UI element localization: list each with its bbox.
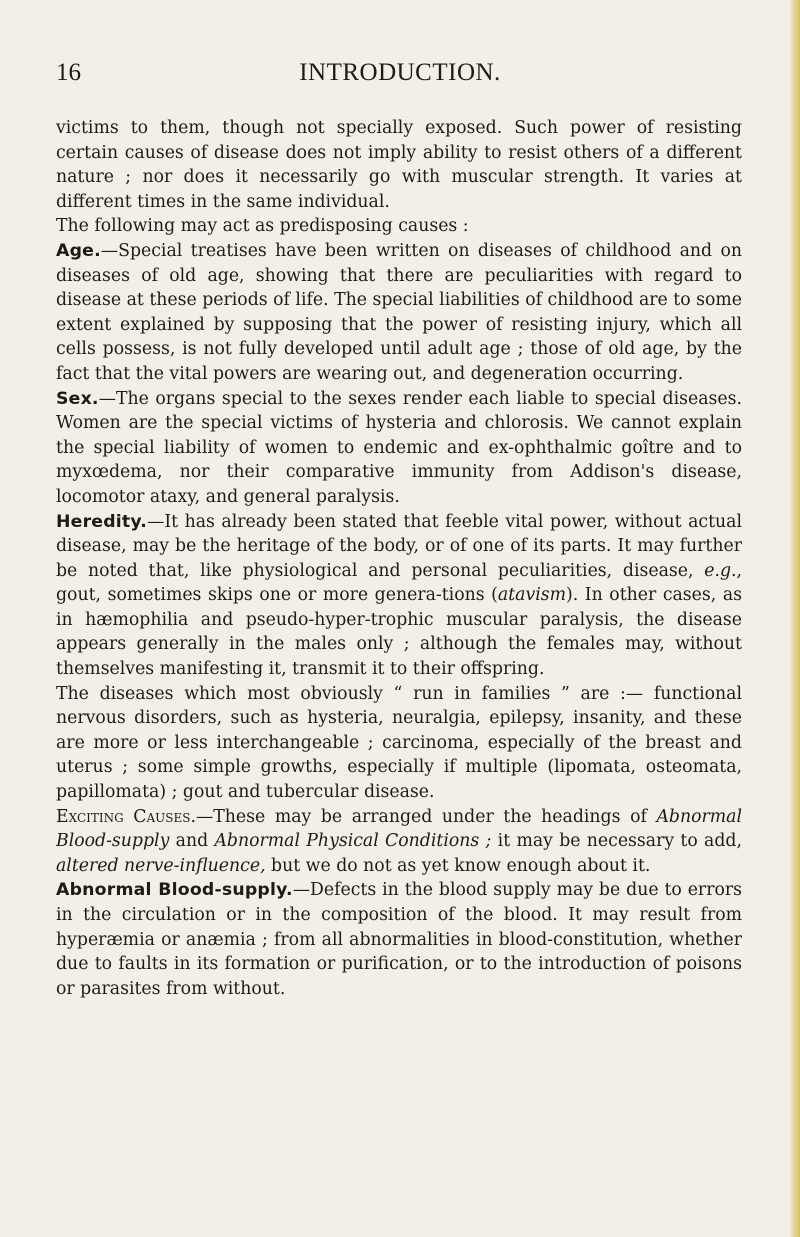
paragraph-age: Age.—Special treatises have been written on diseases of childhood and on diseases of old age, showing that there are peculiarities with regard to disease at these periods of life. The special liabilities of childhood are to some extent explained by supposing that the power of resisting injury, which all cells possess, is not fully developed until adult age ; those of old age, by the fact that the vital powers are wearing out, and degeneration occurring.: [56, 240, 742, 384]
paragraph-families: The diseases which most obviously “ run in families ” are :— functional nervous disorders, such as hysteria, neuralgia, epilepsy, insanity, and these are more or less interchangeable ; carcinoma, especially of the breast and uterus ; some simple growths, especially if multiple (lipomata, osteomata, papillomata) ; gout and tubercular disease.: [56, 683, 742, 803]
paragraph-continuation: victims to them, though not specially exposed. Such power of resisting certain causes of disease does not imply ability to resist others of a different nature ; nor does it necessarily go with muscular strength. It varies at different times in the same individual.: [56, 118, 742, 212]
heading-blood-supply: Abnormal Blood-supply.: [56, 880, 293, 901]
paragraph-predisposing-intro: The following may act as predisposing causes :: [56, 216, 469, 237]
heading-age: Age.: [56, 240, 101, 261]
running-head: INTRODUCTION.: [299, 59, 501, 86]
page-edge: [790, 0, 800, 1237]
page-header: [0, 56, 800, 90]
paragraph-exciting-causes: Exciting Causes.—These may be arranged under the headings of Abnormal Blood-supply and Abnormal Physical Conditions ; it may be necessary to add, altered nerve-influence, but we do not as yet know enough about it.: [56, 806, 743, 876]
paragraph-sex: Sex.—The organs special to the sexes render each liable to special diseases. Women are the special victims of hysteria and chlorosis. We cannot explain the special liability of women to endemic and ex-ophthalmic goître and to myxœdema, nor their comparative immunity from Addison's disease, locomotor ataxy, and general paralysis.: [56, 388, 742, 507]
page-number: 16: [56, 59, 81, 86]
heading-exciting-causes: Exciting Causes.: [56, 806, 196, 827]
paragraph-blood-supply: Abnormal Blood-supply.—Defects in the blood supply may be due to errors in the circulation or in the composition of the blood. It may result from hyperæmia or anæmia ; from all abnormalities in blood-constitution, whether due to faults in its formation or purification, or to the introduction of poisons or parasites from without.: [56, 880, 742, 999]
body-text: [56, 116, 742, 1001]
heading-heredity: Heredity.: [56, 511, 148, 532]
paragraph-heredity: Heredity.—It has already been stated that feeble vital power, without actual disease, may be the heritage of the body, or of one of its parts. It may further be noted that, like physiological and personal peculiarities, disease, e.g., gout, sometimes skips one or more genera-tions (atavism). In other cases, as in hæmophilia and pseudo-hyper-trophic muscular paralysis, the disease appears generally in the males only ; although the females may, without themselves manifesting it, transmit it to their offspring.: [56, 511, 742, 680]
heading-sex: Sex.: [56, 388, 99, 409]
